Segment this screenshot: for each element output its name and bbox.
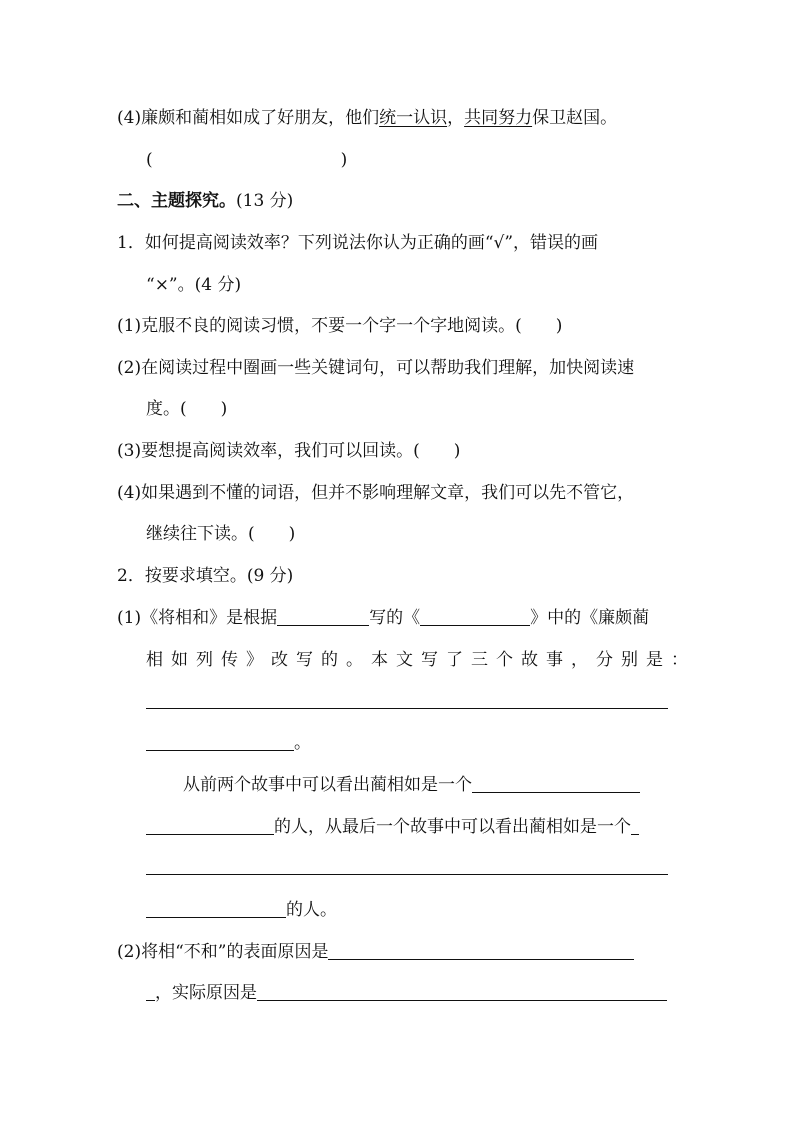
subquestion-number: (2) bbox=[117, 942, 142, 962]
answer-parentheses[interactable] bbox=[146, 148, 347, 172]
trait-text: 的人，从最后一个故事中可以看出蔺相如是一个 bbox=[274, 817, 631, 837]
item-number: (4) bbox=[117, 483, 142, 503]
item-2-cont[interactable] bbox=[146, 397, 227, 421]
fill-blank-author[interactable] bbox=[277, 607, 369, 626]
subquestion-2 bbox=[117, 940, 634, 964]
fill-blank-stories-line-1[interactable] bbox=[146, 708, 668, 709]
trait-line-2 bbox=[146, 815, 639, 839]
problem-text-cont: “×”。(4 分) bbox=[146, 275, 242, 295]
item-text: 要想提高阅读效率，我们可以回读。( ) bbox=[141, 441, 461, 461]
section-title: 二、主题探究。 bbox=[117, 191, 236, 211]
item-text-cont: 继续往下读。( ) bbox=[146, 524, 296, 544]
fill-blank-surface-reason[interactable] bbox=[328, 941, 634, 960]
subquestion-number: (1) bbox=[117, 608, 142, 628]
problem-2 bbox=[117, 564, 293, 588]
underlined-phrase-1: 统一认识 bbox=[379, 108, 448, 128]
trait-text: 从前两个故事中可以看出蔺相如是一个 bbox=[183, 775, 472, 795]
question-number: (4) bbox=[117, 108, 142, 128]
item-3[interactable] bbox=[117, 439, 460, 463]
subquestion-text: 将相“不和”的表面原因是 bbox=[141, 942, 329, 962]
problem-text: 如何提高阅读效率？下列说法你认为正确的画“√”，错误的画 bbox=[144, 233, 599, 253]
item-4[interactable] bbox=[117, 481, 634, 505]
subquestion-2-cont bbox=[146, 981, 667, 1005]
period: 。 bbox=[294, 733, 311, 753]
subquestion-text: 写的《 bbox=[369, 608, 421, 628]
section-heading bbox=[117, 189, 293, 213]
comma: ， bbox=[447, 108, 465, 128]
trait-line-4 bbox=[146, 898, 337, 922]
item-2[interactable] bbox=[117, 356, 634, 380]
stories-line-2 bbox=[146, 731, 311, 755]
problem-1 bbox=[117, 231, 598, 255]
subquestion-text: 》中的《廉颇蔺 bbox=[530, 608, 650, 628]
problem-1-cont bbox=[146, 273, 241, 297]
item-text: 在阅读过程中圈画一些关键词句，可以帮助我们理解，加快阅读速 bbox=[141, 358, 635, 378]
fill-blank-real-reason[interactable] bbox=[257, 982, 667, 1001]
item-number: (3) bbox=[117, 441, 142, 461]
subquestion-text: 《将相和》是根据 bbox=[141, 608, 278, 628]
item-4-cont[interactable] bbox=[146, 522, 295, 546]
fill-blank-surface-reason-cont[interactable] bbox=[146, 982, 155, 1001]
item-number: (2) bbox=[117, 358, 142, 378]
trait-text-end: 的人。 bbox=[286, 900, 337, 920]
subquestion-1-cont bbox=[146, 648, 696, 672]
fill-blank-trait-1b[interactable] bbox=[146, 816, 274, 835]
fill-blank-trait-1a[interactable] bbox=[472, 774, 640, 793]
paren-open: ( bbox=[146, 150, 153, 170]
problem-number: 1． bbox=[117, 233, 145, 253]
problem-text: 按要求填空。(9 分) bbox=[144, 566, 294, 586]
subquestion-1 bbox=[117, 606, 649, 630]
fill-blank-trait-2a[interactable] bbox=[631, 816, 639, 835]
item-text: 克服不良的阅读习惯，不要一个字一个字地阅读。( ) bbox=[141, 316, 563, 336]
underlined-phrase-2: 共同努力 bbox=[464, 108, 533, 128]
question-text: 廉颇和蔺相如成了好朋友，他们 bbox=[141, 108, 380, 128]
subquestion-text: ，实际原因是 bbox=[155, 983, 257, 1003]
paren-close: ) bbox=[340, 150, 348, 170]
trait-line-1 bbox=[183, 773, 640, 797]
item-text-cont: 度。( ) bbox=[146, 399, 228, 419]
question-text-end: 保卫赵国。 bbox=[532, 108, 618, 128]
item-text: 如果遇到不懂的词语，但并不影响理解文章，我们可以先不管它， bbox=[141, 483, 635, 503]
problem-number: 2． bbox=[117, 566, 145, 586]
subquestion-text-cont: 相如列传》改写的。本文写了三个故事，分别是： bbox=[146, 650, 696, 670]
section-score: (13 分) bbox=[236, 191, 294, 211]
question-4 bbox=[117, 106, 617, 130]
item-1[interactable] bbox=[117, 314, 562, 338]
fill-blank-trait-2b[interactable] bbox=[146, 874, 668, 875]
item-number: (1) bbox=[117, 316, 142, 336]
fill-blank-trait-2c[interactable] bbox=[146, 899, 286, 918]
fill-blank-book[interactable] bbox=[420, 607, 530, 626]
fill-blank-stories-line-2[interactable] bbox=[146, 732, 294, 751]
